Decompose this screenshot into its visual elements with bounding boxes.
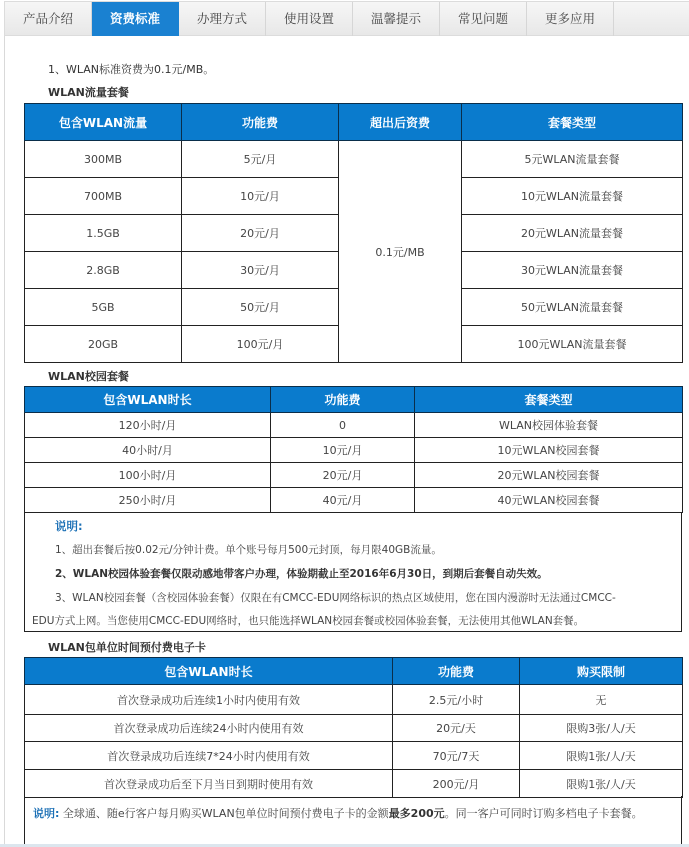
table-row <box>25 770 683 798</box>
tab-tips[interactable]: 温馨提示 <box>353 2 440 36</box>
cell-type: 20元WLAN校园套餐 <box>415 463 683 488</box>
traffic-section-title: WLAN流量套餐 <box>48 86 129 99</box>
cell-fee: 0 <box>271 413 415 438</box>
cell-type: 40元WLAN校园套餐 <box>415 488 683 513</box>
table-row <box>25 742 683 770</box>
campus-package-table <box>24 386 683 513</box>
cell-fee: 30元/月 <box>182 252 339 289</box>
cell-duration: 40小时/月 <box>25 438 271 463</box>
cell-volume: 2.8GB <box>25 252 182 289</box>
header-fee: 功能费 <box>271 387 415 413</box>
cell-fee: 20元/天 <box>393 715 520 742</box>
cell-type: 10元WLAN校园套餐 <box>415 438 683 463</box>
cell-volume: 1.5GB <box>25 215 182 252</box>
cell-fee: 50元/月 <box>182 289 339 326</box>
tab-faq[interactable]: 常见问题 <box>440 2 527 36</box>
header-package-type: 套餐类型 <box>462 104 683 141</box>
cell-overage: 0.1元/MB <box>339 141 462 363</box>
campus-note-3: 3、WLAN校园套餐（含校园体验套餐）仅限在有CMCC-EDU网络标识的热点区域使用，您在国内漫游时无法通过CMCC- <box>55 592 616 604</box>
tab-bar <box>4 1 689 36</box>
cell-type: 10元WLAN流量套餐 <box>462 178 683 215</box>
cell-fee: 5元/月 <box>182 141 339 178</box>
table-row <box>25 685 683 715</box>
table-row <box>25 438 683 463</box>
cell-duration: 首次登录成功后连续24小时内使用有效 <box>25 715 393 742</box>
tab-how-to-apply[interactable]: 办理方式 <box>179 2 266 36</box>
header-purchase-limit: 购买限制 <box>520 658 683 685</box>
prepaid-note-box <box>24 796 682 846</box>
cell-fee: 2.5元/小时 <box>393 685 520 715</box>
campus-notes-box <box>24 512 682 632</box>
cell-fee: 10元/月 <box>182 178 339 215</box>
table-row <box>25 463 683 488</box>
prepaid-section-title: WLAN包单位时间预付费电子卡 <box>48 641 206 654</box>
traffic-package-table <box>24 103 683 363</box>
cell-fee: 70元/7天 <box>393 742 520 770</box>
prepaid-note-label: 说明: <box>33 807 60 820</box>
campus-note-1: 1、超出套餐后按0.02元/分钟计费。单个账号每月500元封顶，每月限40GB流量。 <box>55 544 442 556</box>
campus-notes-label: 说明: <box>55 519 83 533</box>
cell-duration: 首次登录成功后至下月当日到期时使用有效 <box>25 770 393 798</box>
cell-volume: 5GB <box>25 289 182 326</box>
prepaid-note-pre: 全球通、随e行客户每月购买WLAN包单位时间预付费电子卡的金额 <box>62 807 389 820</box>
cell-fee: 20元/月 <box>271 463 415 488</box>
prepaid-note-bold: 最多200元 <box>388 807 445 820</box>
cell-fee: 40元/月 <box>271 488 415 513</box>
cell-fee: 200元/月 <box>393 770 520 798</box>
header-volume: 包含WLAN流量 <box>25 104 182 141</box>
cell-fee: 20元/月 <box>182 215 339 252</box>
tab-more-apps[interactable]: 更多应用 <box>527 2 614 36</box>
cell-duration: 120小时/月 <box>25 413 271 438</box>
cell-type: 50元WLAN流量套餐 <box>462 289 683 326</box>
tab-product-intro[interactable]: 产品介绍 <box>5 2 92 36</box>
tab-fee-standard[interactable]: 资费标准 <box>92 2 179 36</box>
header-duration: 包含WLAN时长 <box>25 658 393 685</box>
tab-usage-settings[interactable]: 使用设置 <box>266 2 353 36</box>
prepaid-note-text <box>33 801 673 826</box>
cell-type: 5元WLAN流量套餐 <box>462 141 683 178</box>
prepaid-note-post: 。同一客户可同时订购多档电子卡套餐。 <box>444 807 643 820</box>
header-duration: 包含WLAN时长 <box>25 387 271 413</box>
header-package-type: 套餐类型 <box>415 387 683 413</box>
prepaid-card-table <box>24 657 683 798</box>
cell-fee: 10元/月 <box>271 438 415 463</box>
table-row <box>25 413 683 438</box>
table-row <box>25 488 683 513</box>
table-row <box>25 715 683 742</box>
cell-duration: 100小时/月 <box>25 463 271 488</box>
table-row <box>25 141 683 178</box>
cell-duration: 250小时/月 <box>25 488 271 513</box>
cell-volume: 300MB <box>25 141 182 178</box>
cell-type: 100元WLAN流量套餐 <box>462 326 683 363</box>
header-fee: 功能费 <box>182 104 339 141</box>
standard-fee-text: 1、WLAN标准资费为0.1元/MB。 <box>48 63 215 76</box>
tab-bar-filler <box>614 2 689 36</box>
cell-duration: 首次登录成功后连续7*24小时内使用有效 <box>25 742 393 770</box>
cell-duration: 首次登录成功后连续1小时内使用有效 <box>25 685 393 715</box>
header-fee: 功能费 <box>393 658 520 685</box>
cell-limit: 限购1张/人/天 <box>520 770 683 798</box>
cell-type: 20元WLAN流量套餐 <box>462 215 683 252</box>
header-overage: 超出后资费 <box>339 104 462 141</box>
cell-fee: 100元/月 <box>182 326 339 363</box>
cell-volume: 700MB <box>25 178 182 215</box>
cell-volume: 20GB <box>25 326 182 363</box>
cell-limit: 限购1张/人/天 <box>520 742 683 770</box>
cell-type: WLAN校园体验套餐 <box>415 413 683 438</box>
cell-limit: 限购3张/人/天 <box>520 715 683 742</box>
campus-section-title: WLAN校园套餐 <box>48 370 129 383</box>
cell-limit: 无 <box>520 685 683 715</box>
campus-note-3-cont: EDU方式上网。当您使用CMCC-EDU网络时，也只能选择WLAN校园套餐或校园体验套餐，无法使用其他WLAN套餐。 <box>32 615 585 627</box>
cell-type: 30元WLAN流量套餐 <box>462 252 683 289</box>
campus-note-2: 2、WLAN校园体验套餐仅限动感地带客户办理，体验期截止至2016年6月30日，到期后套餐自动失效。 <box>55 568 548 580</box>
